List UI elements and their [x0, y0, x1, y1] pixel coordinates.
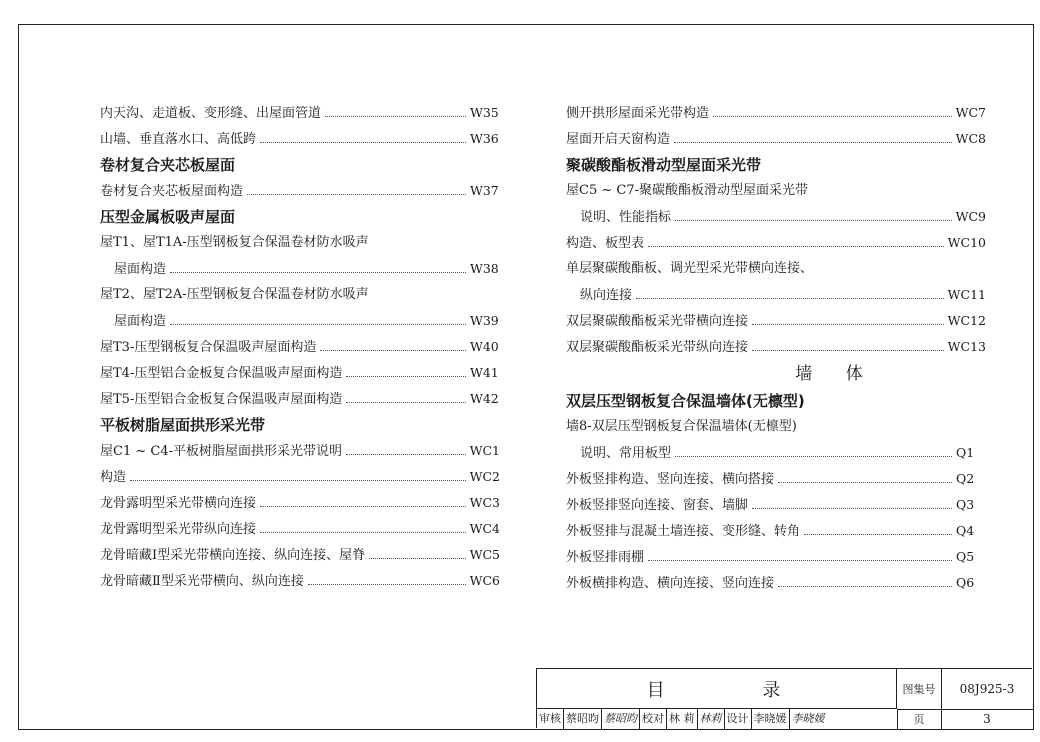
chapter-title: 墙 体	[795, 364, 877, 384]
toc-entry	[566, 230, 986, 256]
dot-leader	[778, 586, 952, 587]
toc-entry	[566, 100, 986, 126]
section-heading: 双层压型钢板复合保温墙体(无檩型)	[566, 392, 805, 410]
page-number: 3	[983, 712, 991, 726]
toc-entry-title: 说明、常用板型	[580, 446, 672, 461]
toc-entry-page: WC8	[955, 131, 986, 146]
check-label: 校对	[640, 709, 667, 729]
toc-entry-title: 外板竖排竖向连接、窗套、墙脚	[566, 498, 749, 513]
toc-entry-page: W39	[470, 313, 499, 328]
toc-entry	[566, 308, 986, 334]
designer-signature: 李晓媛	[791, 712, 825, 725]
toc-entry	[566, 570, 986, 596]
checker-name: 林 莉	[667, 709, 698, 729]
reviewer-name: 蔡昭昀	[564, 709, 602, 729]
dot-leader	[648, 246, 944, 247]
atlas-number: 08J925-3	[941, 669, 1033, 710]
section-heading: 聚碳酸酯板滑动型屋面采光带	[566, 156, 762, 174]
toc-entry-line: 屋T2、屋T2A-压型钢板复合保温卷材防水吸声	[100, 287, 369, 302]
section-heading: 卷材复合夹芯板屋面	[100, 156, 236, 174]
dot-leader	[308, 584, 466, 585]
toc-entry-title: 内天沟、走道板、变形缝、出屋面管道	[100, 106, 322, 121]
dot-leader	[320, 350, 466, 351]
toc-entry-page: W41	[470, 365, 499, 380]
toc-entry-page: W42	[470, 391, 499, 406]
toc-entry-page: WC4	[469, 521, 500, 536]
toc-entry	[566, 518, 986, 544]
toc-entry-title: 说明、性能指标	[580, 210, 672, 225]
toc-entry-page: W38	[470, 261, 499, 276]
title-block	[536, 668, 1032, 728]
toc-entry	[566, 126, 986, 152]
toc-entry-title: 龙骨暗藏Ⅰ型采光带横向连接、纵向连接、屋脊	[100, 548, 366, 563]
toc-entry-title: 龙骨露明型采光带横向连接	[100, 496, 257, 511]
checker-signature: 林莉	[698, 709, 725, 729]
toc-entry	[566, 440, 986, 466]
toc-entry-page: WC9	[955, 209, 986, 224]
toc-entry-line: 墙8-双层压型钢板复合保温墙体(无檩型)	[566, 419, 797, 434]
dot-leader	[346, 454, 466, 455]
toc-entry-page: WC6	[469, 573, 500, 588]
toc-entry-title: 构造	[100, 470, 127, 485]
toc-entry-title: 屋面构造	[114, 314, 167, 329]
toc-entry	[566, 282, 986, 308]
dot-leader	[260, 506, 466, 507]
toc-entry-title: 双层聚碳酸酯板采光带横向连接	[566, 314, 749, 329]
toc-entry-line: 屋T1、屋T1A-压型钢板复合保温卷材防水吸声	[100, 235, 369, 250]
toc-entry-page: W36	[470, 131, 499, 146]
toc-entry-page: WC11	[947, 287, 986, 302]
toc-entry	[566, 492, 986, 518]
toc-entry-title: 屋面开启天窗构造	[566, 132, 671, 147]
toc-entry-title: 屋C1 ~ C4-平板树脂屋面拱形采光带说明	[100, 444, 342, 459]
toc-entry-page: WC1	[469, 443, 500, 458]
dot-leader	[674, 142, 952, 143]
toc-entry-title: 双层聚碳酸酯板采光带纵向连接	[566, 340, 749, 355]
toc-entry-page: Q5	[956, 549, 975, 564]
toc-entry-title: 山墙、垂直落水口、高低跨	[100, 132, 257, 147]
review-label: 审核	[537, 709, 564, 729]
toc-entry-page: Q1	[956, 445, 975, 460]
toc-entry	[100, 542, 500, 568]
toc-entry-page: W40	[470, 339, 499, 354]
toc-entry	[100, 308, 500, 334]
toc-entry-page: W37	[470, 183, 499, 198]
toc-entry-page: WC5	[469, 547, 500, 562]
toc-entry-title: 屋T3-压型钢板复合保温吸声屋面构造	[100, 340, 317, 355]
toc-entry-page: WC12	[947, 313, 986, 328]
reviewer-signature: 蔡昭昀	[602, 709, 640, 729]
toc-entry-page: Q3	[956, 497, 975, 512]
dot-leader	[130, 480, 466, 481]
dot-leader	[752, 324, 944, 325]
dot-leader	[247, 194, 466, 195]
dot-leader	[752, 350, 944, 351]
toc-entry-title: 屋面构造	[114, 262, 167, 277]
toc-entry-title: 龙骨露明型采光带纵向连接	[100, 522, 257, 537]
design-label: 设计	[725, 709, 752, 729]
dot-leader	[636, 298, 944, 299]
toc-entry	[100, 516, 500, 542]
toc-entry-line: 屋C5 ~ C7-聚碳酸酯板滑动型屋面采光带	[566, 183, 808, 198]
toc-entry-title: 构造、板型表	[566, 236, 645, 251]
toc-entry-page: Q2	[956, 471, 975, 486]
dot-leader	[752, 508, 952, 509]
toc-entry	[100, 490, 500, 516]
toc-entry	[566, 334, 986, 360]
designer-name: 李晓媛	[752, 709, 790, 729]
toc-left-column	[100, 100, 500, 594]
toc-entry	[100, 568, 500, 594]
dot-leader	[778, 482, 952, 483]
dot-leader	[346, 402, 466, 403]
dot-leader	[170, 324, 466, 325]
toc-entry-page: WC7	[955, 105, 986, 120]
toc-entry	[100, 438, 500, 464]
toc-right-column	[566, 100, 986, 596]
dot-leader	[804, 534, 952, 535]
dot-leader	[369, 558, 465, 559]
dot-leader	[648, 560, 952, 561]
atlas-number-label: 图集号	[897, 669, 942, 710]
toc-entry	[566, 544, 986, 570]
title-block-title: 目 录	[537, 669, 897, 709]
toc-entry-title: 外板竖排雨棚	[566, 550, 645, 565]
dot-leader	[260, 532, 466, 533]
signature-row	[537, 709, 898, 729]
toc-entry	[100, 464, 500, 490]
toc-entry	[100, 178, 500, 204]
dot-leader	[325, 116, 466, 117]
toc-entry-title: 外板竖排构造、竖向连接、横向搭接	[566, 472, 775, 487]
dot-leader	[260, 142, 466, 143]
toc-entry-title: 纵向连接	[580, 288, 633, 303]
dot-leader	[170, 272, 466, 273]
toc-entry-title: 屋T5-压型铝合金板复合保温吸声屋面构造	[100, 392, 343, 407]
toc-entry-page: WC10	[947, 235, 986, 250]
toc-entry	[100, 100, 500, 126]
toc-entry-page: WC2	[469, 469, 500, 484]
toc-entry-title: 外板横排构造、横向连接、竖向连接	[566, 576, 775, 591]
toc-entry	[100, 334, 500, 360]
section-heading: 压型金属板吸声屋面	[100, 208, 236, 226]
toc-entry	[566, 466, 986, 492]
toc-entry-page: WC3	[469, 495, 500, 510]
toc-entry-page: WC13	[947, 339, 986, 354]
toc-entry-title: 龙骨暗藏Ⅱ型采光带横向、纵向连接	[100, 574, 304, 589]
toc-entry	[100, 126, 500, 152]
dot-leader	[346, 376, 466, 377]
toc-entry	[100, 386, 500, 412]
toc-entry	[100, 360, 500, 386]
toc-entry-line: 单层聚碳酸酯板、调光型采光带横向连接、	[566, 261, 814, 276]
toc-entry-page: Q4	[956, 523, 975, 538]
section-heading: 平板树脂屋面拱形采光带	[100, 416, 266, 434]
dot-leader	[675, 456, 952, 457]
toc-entry-title: 屋T4-压型铝合金板复合保温吸声屋面构造	[100, 366, 343, 381]
dot-leader	[675, 220, 952, 221]
toc-entry-page: W35	[470, 105, 499, 120]
toc-entry-title: 外板竖排与混凝土墙连接、变形缝、转角	[566, 524, 801, 539]
toc-entry-page: Q6	[956, 575, 975, 590]
toc-entry-title: 侧开拱形屋面采光带构造	[566, 106, 710, 121]
toc-entry	[566, 204, 986, 230]
page-label: 页	[897, 709, 942, 729]
toc-entry-title: 卷材复合夹芯板屋面构造	[100, 184, 244, 199]
toc-entry	[100, 256, 500, 282]
dot-leader	[713, 116, 952, 117]
